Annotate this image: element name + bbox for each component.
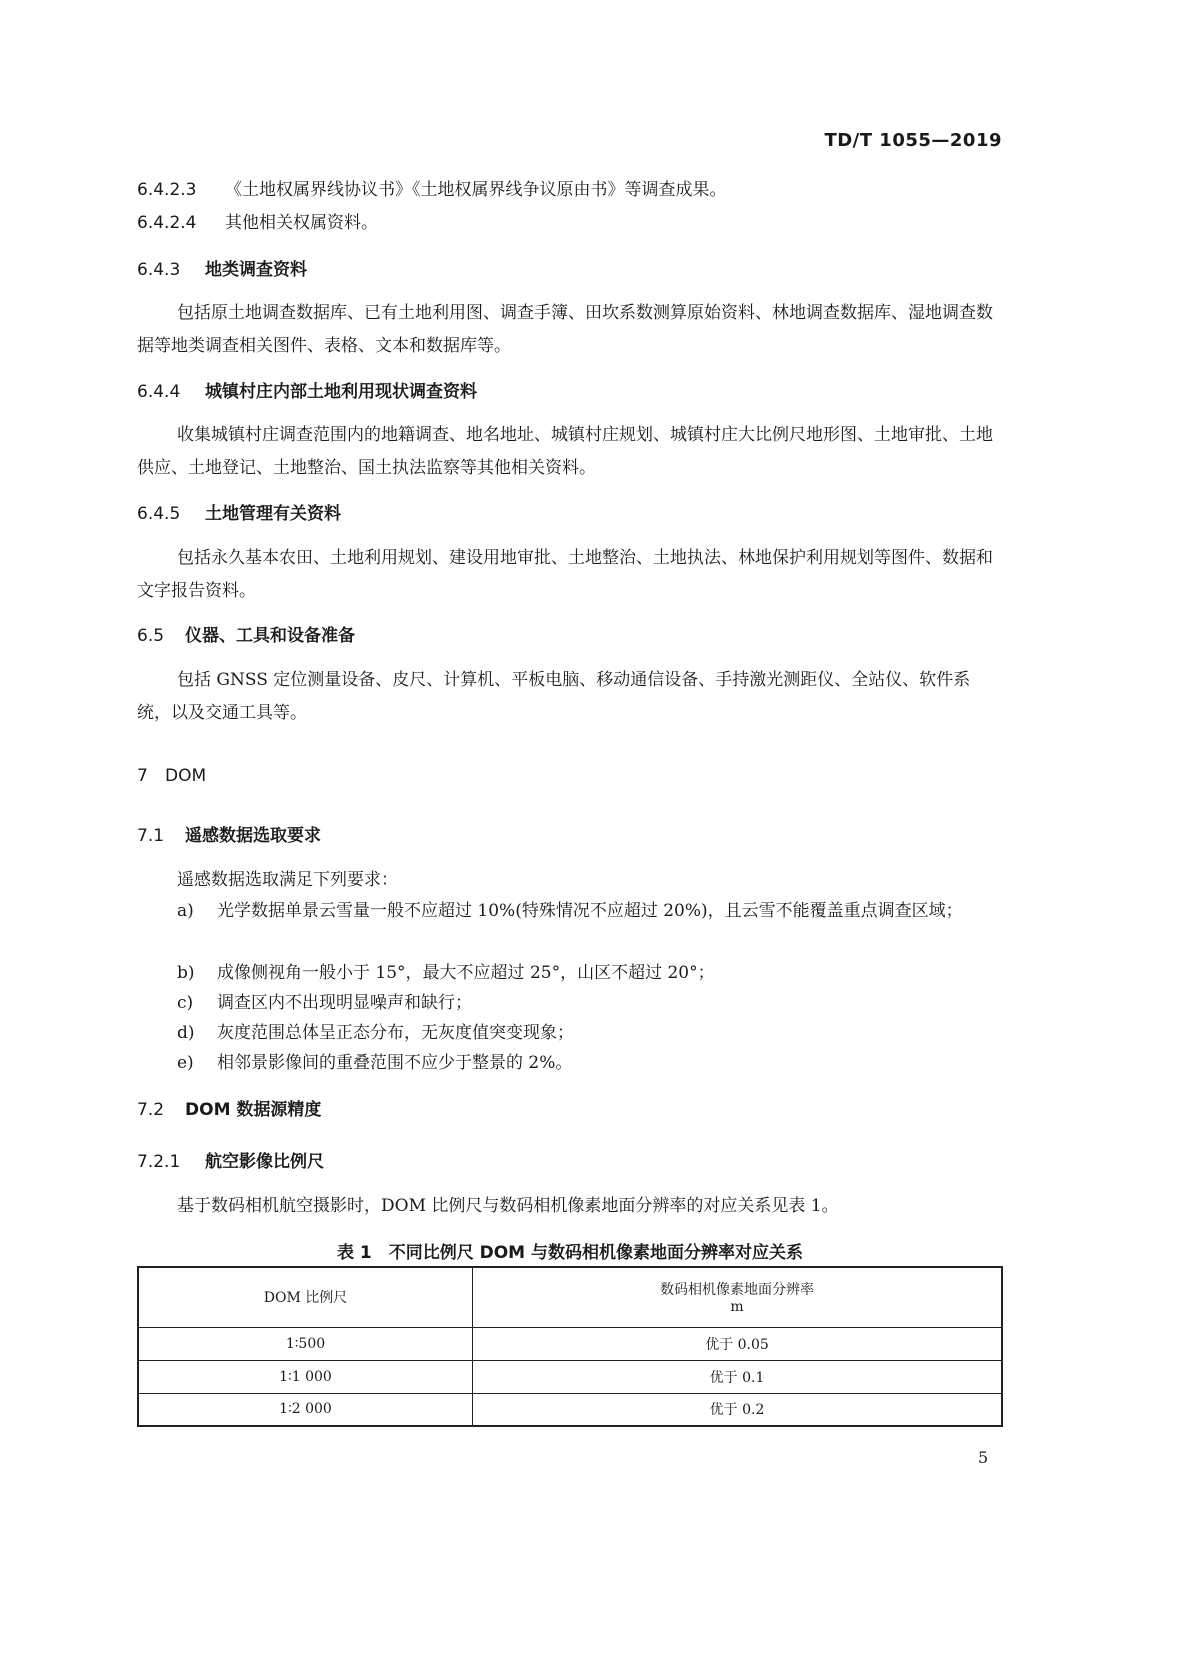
table-header-row xyxy=(138,1267,1002,1327)
column-header-resolution xyxy=(473,1267,1003,1327)
item-6-4-2-3 xyxy=(137,178,727,202)
section-number: 6.4.3 xyxy=(137,260,181,280)
list-text: 相邻景影像间的重叠范围不应少于整景的 2%。 xyxy=(217,1053,573,1073)
paragraph-6-5: 包括 GNSS 定位测量设备、皮尺、计算机、平板电脑、移动通信设备、手持激光测距仪、全站仪、软件系统，以及交通工具等。 xyxy=(137,670,971,723)
heading-7-2-1 xyxy=(137,1150,324,1174)
document-id: TD/T 1055—2019 xyxy=(824,130,1002,151)
heading-7-1 xyxy=(137,824,321,848)
section-number: 6.4.4 xyxy=(137,382,181,402)
heading-7-2 xyxy=(137,1098,321,1122)
requirement-b xyxy=(177,958,1003,988)
table-row xyxy=(138,1393,1002,1426)
section-title: 城镇村庄内部土地利用现状调查资料 xyxy=(205,382,477,402)
list-marker: a) xyxy=(177,901,194,921)
heading-6-4-3 xyxy=(137,258,307,282)
item-number: 6.4.2.3 xyxy=(137,180,197,200)
item-6-4-2-4 xyxy=(137,211,378,235)
table-row xyxy=(138,1360,1002,1393)
resolution-table xyxy=(137,1266,1003,1427)
paragraph-6-4-3: 包括原土地调查数据库、已有土地利用图、调查手簿、田坎系数测算原始资料、林地调查数据库、湿地调查数据等地类调查相关图件、表格、文本和数据库等。 xyxy=(137,303,993,356)
table-caption: 表 1 不同比例尺 DOM 与数码相机像素地面分辨率对应关系 xyxy=(336,1243,804,1263)
section-number: 7.2 xyxy=(137,1100,165,1120)
list-text: 灰度范围总体呈正态分布，无灰度值突变现象； xyxy=(217,1023,574,1043)
cell-scale: 1∶2 000 xyxy=(138,1393,473,1426)
paragraph-7-1-intro: 遥感数据选取满足下列要求： xyxy=(177,870,398,890)
section-number: 6.4.5 xyxy=(137,504,181,524)
section-title: DOM xyxy=(165,766,207,786)
requirement-a xyxy=(177,896,1003,926)
item-text: 其他相关权属资料。 xyxy=(225,213,378,233)
section-title: 仪器、工具和设备准备 xyxy=(185,626,355,646)
cell-resolution: 优于 0.05 xyxy=(473,1327,1003,1360)
section-title: 地类调查资料 xyxy=(205,260,307,280)
cell-resolution: 优于 0.2 xyxy=(473,1393,1003,1426)
section-number: 7.1 xyxy=(137,826,165,846)
page-number: 5 xyxy=(978,1448,989,1467)
list-marker: e) xyxy=(177,1053,194,1073)
table-row xyxy=(138,1327,1002,1360)
section-number: 7.2.1 xyxy=(137,1152,181,1172)
column-header-resolution-label: 数码相机像素地面分辨率 xyxy=(660,1282,814,1299)
list-marker: d) xyxy=(177,1023,195,1043)
requirement-d xyxy=(177,1018,1003,1048)
item-text: 《土地权属界线协议书》《土地权属界线争议原由书》等调查成果。 xyxy=(225,180,727,200)
section-title: DOM 数据源精度 xyxy=(185,1100,322,1120)
column-header-scale: DOM 比例尺 xyxy=(138,1267,473,1327)
heading-6-5 xyxy=(137,624,355,648)
list-text: 成像侧视角一般小于 15°，最大不应超过 25°，山区不超过 20°； xyxy=(217,963,715,983)
paragraph-6-4-4: 收集城镇村庄调查范围内的地籍调查、地名地址、城镇村庄规划、城镇村庄大比例尺地形图、土地审批、土地供应、土地登记、土地整治、国土执法监察等其他相关资料。 xyxy=(137,425,993,478)
section-number: 6.5 xyxy=(137,626,165,646)
list-text: 调查区内不出现明显噪声和缺行； xyxy=(217,993,472,1013)
cell-scale: 1∶1 000 xyxy=(138,1360,473,1393)
list-text: 光学数据单景云雪量一般不应超过 10%(特殊情况不应超过 20%)，且云雪不能覆盖重点调查区域； xyxy=(217,901,963,921)
heading-6-4-4 xyxy=(137,380,477,404)
paragraph-7-2-1: 基于数码相机航空摄影时，DOM 比例尺与数码相机像素地面分辨率的对应关系见表 1。 xyxy=(177,1196,839,1216)
cell-scale: 1∶500 xyxy=(138,1327,473,1360)
heading-6-4-5 xyxy=(137,502,341,526)
heading-7 xyxy=(137,764,206,788)
section-title: 航空影像比例尺 xyxy=(205,1152,324,1172)
list-marker: b) xyxy=(177,963,195,983)
list-marker: c) xyxy=(177,993,194,1013)
section-number: 7 xyxy=(137,766,148,786)
section-title: 土地管理有关资料 xyxy=(205,504,341,524)
item-number: 6.4.2.4 xyxy=(137,213,197,233)
paragraph-6-4-5: 包括永久基本农田、土地利用规划、建设用地审批、土地整治、土地执法、林地保护利用规划等图件、数据和文字报告资料。 xyxy=(137,548,993,601)
requirement-e xyxy=(177,1048,1003,1078)
column-header-unit: m xyxy=(730,1299,744,1316)
section-title: 遥感数据选取要求 xyxy=(185,826,321,846)
cell-resolution: 优于 0.1 xyxy=(473,1360,1003,1393)
requirement-c xyxy=(177,988,1003,1018)
